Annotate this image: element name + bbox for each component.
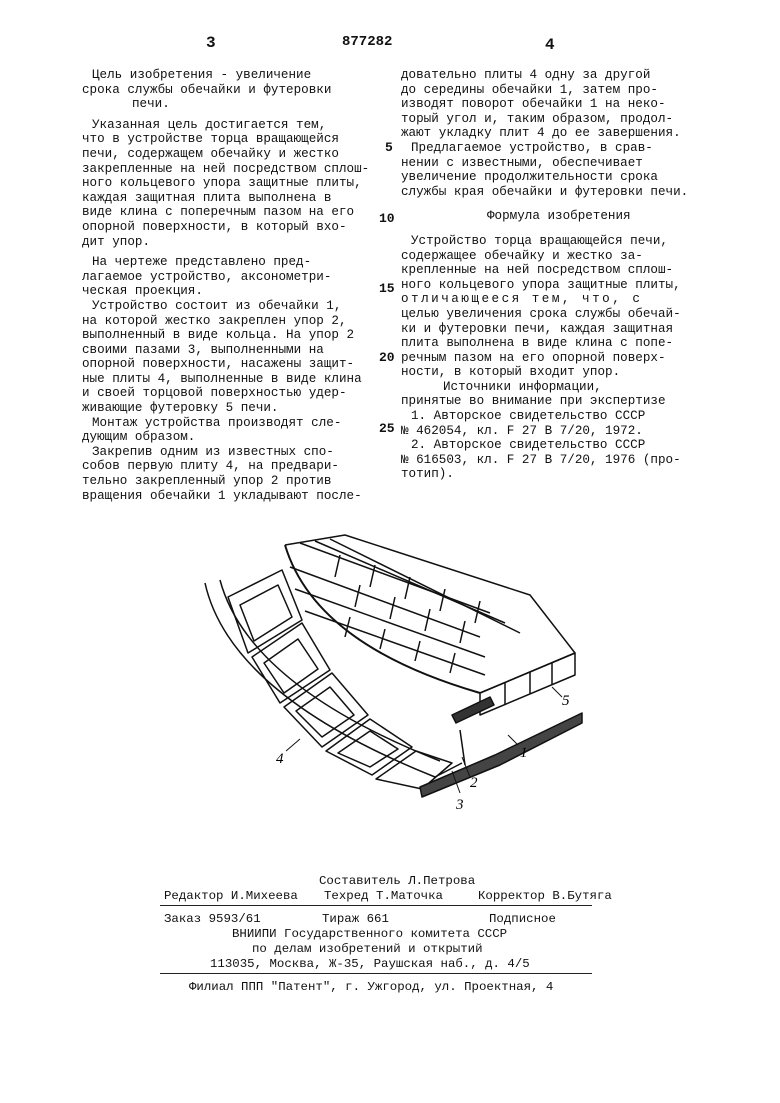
- text-line: печи, содержащем обечайку и жестко: [82, 146, 339, 161]
- text-line: изводят поворот обечайки 1 на неко-: [401, 97, 666, 112]
- text-line: Устройство торца вращающейся печи,: [411, 233, 668, 248]
- text-line: тельно закрепленный упор 2 против: [82, 474, 332, 489]
- ring-stop: [452, 697, 494, 723]
- text-line: ческая проекция.: [82, 284, 203, 299]
- text-line: вращения обечайки 1 укладывают после-: [82, 488, 362, 503]
- shell-flange: [420, 713, 582, 797]
- text-line: увеличение продолжительности срока: [401, 170, 658, 185]
- line-number: 20: [379, 350, 395, 365]
- text-line: виде клина с поперечным пазом на его: [82, 205, 355, 220]
- text-line: нении с известными, обеспечивает: [401, 155, 643, 170]
- line-number: 10: [379, 211, 395, 226]
- text-line: крепленные на ней посредством сплош-: [401, 263, 674, 278]
- circulation: Тираж 661: [322, 912, 389, 926]
- text-line: жают укладку плит 4 до ее завершения.: [401, 126, 681, 141]
- text-line: довательно плиты 4 одну за другой: [401, 68, 651, 82]
- org-line-2: по делам изобретений и открытий: [252, 942, 483, 956]
- text-line: Устройство состоит из обечайки 1,: [92, 298, 342, 313]
- text-line: выполненный в виде кольца. На упор 2: [82, 328, 355, 343]
- figure-label: 1: [520, 745, 528, 761]
- protective-plate: [228, 570, 302, 653]
- figure-label: 2: [470, 775, 478, 791]
- text-line: Предлагаемое устройство, в срав-: [411, 140, 653, 155]
- text-line: ного кольцевого упора защитные плиты,: [82, 176, 362, 191]
- text-line: ные плиты 4, выполненные в виде клина: [82, 371, 362, 386]
- text-line: дит упор.: [82, 234, 151, 249]
- text-line: отличающееся тем, что, с: [401, 292, 643, 307]
- techred: Техред Т.Маточка: [324, 889, 443, 903]
- text-line: что в устройстве торца вращающейся: [82, 132, 339, 147]
- text-line: службы края обечайки и футеровки печи.: [401, 184, 689, 199]
- text-line: собов первую плиту 4, на предвари-: [82, 459, 339, 474]
- right-column: [401, 68, 688, 482]
- branch: Филиал ППП "Патент", г. Ужгород, ул. Проектная, 4: [189, 980, 554, 994]
- text-line: плита выполнена в виде клина с попе-: [401, 336, 674, 351]
- text-line: опорной поверхности, насажены защит-: [82, 357, 355, 372]
- text-line: речным пазом на его опорной поверх-: [401, 350, 666, 365]
- text-line: на которой жестко закреплен упор 2,: [82, 313, 347, 328]
- text-line: срока службы обечайки и футеровки: [82, 82, 332, 97]
- text-line: своими пазами 3, выполненными на: [82, 342, 324, 357]
- figure-label: 3: [456, 797, 464, 813]
- page-number-left: 3: [206, 34, 216, 52]
- text-line: 2. Авторское свидетельство СССР: [411, 438, 646, 453]
- kiln-end-drawing: [190, 525, 590, 825]
- text-line: закрепленные на ней посредством сплош-: [82, 161, 370, 176]
- text-line: каждая защитная плита выполнена в: [82, 190, 332, 205]
- text-line: целью увеличения срока службы обечай-: [401, 306, 681, 321]
- org-line-1: ВНИИПИ Государственного комитета СССР: [232, 927, 508, 941]
- address: 113035, Москва, Ж-35, Раушская наб., д. 4/5: [210, 957, 530, 971]
- text-line: ного кольцевого упора защитные плиты,: [401, 277, 681, 292]
- figure-label: 5: [562, 693, 570, 709]
- text-line: Монтаж устройства производят сле-: [92, 415, 342, 430]
- text-line: дующим образом.: [82, 430, 196, 445]
- corrector: Корректор В.Бутяга: [478, 889, 612, 903]
- editor: Редактор И.Михеева: [164, 889, 298, 903]
- text-line: № 462054, кл. F 27 В 7/20, 1972.: [401, 423, 643, 438]
- text-line: опорной поверхности, в который вхо-: [82, 219, 347, 234]
- compiler: Составитель Л.Петрова: [319, 874, 476, 888]
- text-line: торый угол и, таким образом, продол-: [401, 111, 674, 126]
- divider: [160, 973, 592, 974]
- figure-label: 4: [276, 751, 284, 767]
- line-number: 25: [379, 421, 395, 436]
- text-line: № 616503, кл. F 27 В 7/20, 1976 (про-: [401, 452, 681, 467]
- text-line: 1. Авторское свидетельство СССР: [411, 409, 646, 424]
- divider: [160, 905, 592, 906]
- text-line: и своей торцовой поверхностью удер-: [82, 386, 347, 401]
- text-line: Указанная цель достигается тем,: [92, 117, 327, 132]
- text-line: живающие футеровку 5 печи.: [82, 401, 279, 416]
- text-line: Цель изобретения - увеличение: [92, 68, 312, 82]
- text-line: тотип).: [401, 467, 454, 482]
- text-line: Источники информации,: [443, 379, 602, 394]
- page-number-right: 4: [545, 36, 555, 54]
- left-column: [82, 68, 369, 503]
- text-line: до середины обечайки 1, затем про-: [401, 82, 658, 97]
- text-line: принятые во внимание при экспертизе: [401, 394, 666, 409]
- text-line: ности, в который входит упор.: [401, 365, 621, 380]
- line-number: 5: [385, 140, 393, 155]
- order-number: Заказ 9593/61: [164, 912, 261, 926]
- line-number: 15: [379, 281, 395, 296]
- text-line: печи.: [132, 97, 170, 112]
- text-line: Закрепив одним из известных спо-: [92, 444, 334, 459]
- patent-number: 877282: [342, 34, 393, 50]
- text-line: содержащее обечайку и жестко за-: [401, 248, 643, 263]
- subscription: Подписное: [489, 912, 556, 926]
- text-line: лагаемое устройство, аксонометри-: [82, 269, 332, 284]
- claims-title: Формула изобретения: [487, 209, 631, 224]
- text-line: ки и футеровки печи, каждая защитная: [401, 321, 674, 336]
- text-line: На чертеже представлено пред-: [92, 255, 312, 270]
